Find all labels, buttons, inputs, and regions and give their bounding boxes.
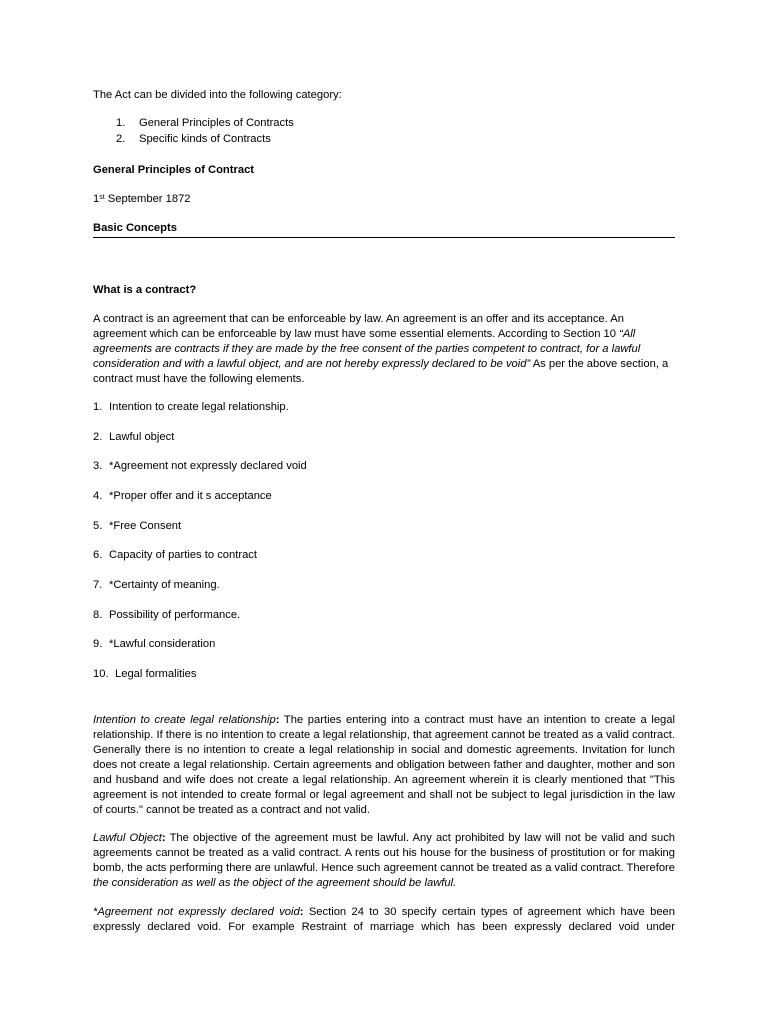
void-agreement-paragraph <box>93 905 675 935</box>
element-item <box>93 490 272 502</box>
element-label: Capacity of parties to contract <box>109 549 257 561</box>
element-number: 4. <box>93 490 103 502</box>
date-day: 1 <box>93 193 100 205</box>
lawful-object-colon: : <box>161 832 166 844</box>
intention-text: The parties entering into a contract must have an intention to create a legal relationship. If there is no intention to create a legal relationship, that agreement cannot be treated as a valid contract. Generally there is no intention to create a legal relationship in social and domestic agreements. Invitation for lunch does not create a legal relationship. Certain agreements and obligation between father and daughter, mother and son and husband and wife does not create a legal relationship. An agreement wherein it is clearly mentioned that "This agreement is not intended to create formal or legal agreement and shall not be subject to legal jurisdiction in the law of courts." cannot be treated as a contract and not valid. <box>93 714 675 816</box>
intention-paragraph <box>93 713 675 818</box>
element-label: *Certainty of meaning. <box>109 579 220 591</box>
element-label: Lawful object <box>109 431 175 443</box>
lawful-object-label: Lawful Object <box>93 832 162 844</box>
heading-general-principles: General Principles of Contract <box>93 164 255 176</box>
section-divider <box>93 237 675 238</box>
element-number: 1. <box>93 401 103 413</box>
element-number: 5. <box>93 520 103 532</box>
element-label: Legal formalities <box>115 668 197 680</box>
element-item <box>93 579 220 591</box>
category-item <box>116 133 271 145</box>
element-item <box>93 609 240 621</box>
element-item <box>93 431 174 443</box>
intro-text: The Act can be divided into the following category: <box>93 89 342 101</box>
heading-basic-concepts: Basic Concepts <box>93 222 177 234</box>
element-item <box>93 460 307 472</box>
date-rest: September 1872 <box>104 193 191 205</box>
category-number: 1. <box>116 117 126 129</box>
void-agreement-colon: : <box>299 906 304 918</box>
void-agreement-text: Section 24 to 30 specify certain types of agreement which have been expressly declared void. For example Restraint of marriage which has been expressly declared void under <box>93 906 675 933</box>
element-item <box>93 401 289 413</box>
element-number: 3. <box>93 460 103 472</box>
element-number: 7. <box>93 579 103 591</box>
element-label: Intention to create legal relationship. <box>109 401 289 413</box>
heading-what-is-contract: What is a contract? <box>93 284 197 296</box>
element-number: 10. <box>93 668 109 680</box>
category-number: 2. <box>116 133 126 145</box>
element-item <box>93 520 181 532</box>
category-item <box>116 117 294 129</box>
element-label: *Proper offer and it s acceptance <box>109 490 272 502</box>
category-label: Specific kinds of Contracts <box>139 133 271 145</box>
element-item <box>93 638 215 650</box>
category-label: General Principles of Contracts <box>139 117 294 129</box>
contract-definition-paragraph <box>93 312 675 387</box>
lawful-object-italic-tail: the consideration as well as the object of the agreement should be lawful. <box>93 877 457 889</box>
void-agreement-label: *Agreement not expressly declared void <box>93 906 300 918</box>
element-number: 2. <box>93 431 103 443</box>
lawful-object-text: The objective of the agreement must be lawful. Any act prohibited by law will not be valid and such agreements cannot be treated as a valid contract. A rents out his house for the business of prostitution or for making bomb, the acts performing there are unlawful. Hence such agreement cannot be treated as a valid contract. Therefore <box>93 832 676 874</box>
lawful-object-paragraph <box>93 831 675 891</box>
element-label: *Lawful consideration <box>109 638 216 650</box>
element-label: *Agreement not expressly declared void <box>109 460 307 472</box>
definition-text-2: As per the above section, a contract must have the following elements. <box>93 358 669 385</box>
section-10-quote: “All agreements are contracts if they are made by the free consent of the parties competent to contract, for a lawful consideration and with a lawful object, and are not hereby expressly declared to be void” <box>93 328 641 370</box>
element-label: Possibility of performance. <box>109 609 241 621</box>
date-suffix: st <box>99 194 105 201</box>
element-item <box>93 549 257 561</box>
date-line <box>93 192 675 207</box>
element-number: 8. <box>93 609 103 621</box>
intention-label: Intention to create legal relationship <box>93 714 276 726</box>
element-label: *Free Consent <box>109 520 182 532</box>
element-number: 9. <box>93 638 103 650</box>
definition-text-1: A contract is an agreement that can be enforceable by law. An agreement is an offer and its acceptance. An agreement which can be enforceable by law must have some essential elements. According to Section 10 <box>93 313 624 340</box>
intention-colon: : <box>275 714 280 726</box>
element-number: 6. <box>93 549 103 561</box>
element-item <box>93 668 196 680</box>
